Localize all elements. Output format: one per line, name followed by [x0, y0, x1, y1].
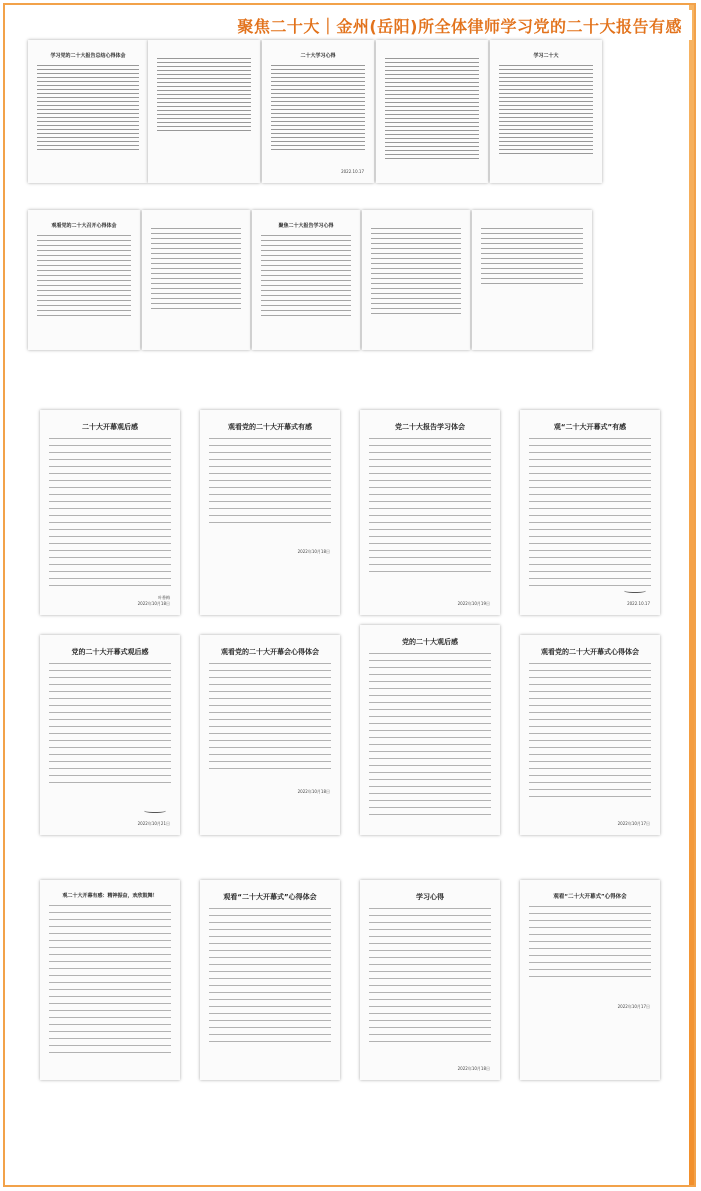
text-block — [209, 663, 331, 773]
text-block — [369, 438, 491, 573]
document-page-13 — [360, 410, 500, 615]
document-page-1 — [28, 40, 148, 183]
page-title: 二十大学习心得 — [300, 53, 336, 59]
signature-scribble — [144, 807, 166, 813]
page-title: 观看党的二十大召开心得体会 — [51, 223, 117, 229]
page-date: 2022.10.17 — [627, 601, 650, 606]
document-page-17 — [360, 625, 500, 835]
text-block — [209, 438, 331, 528]
text-block — [49, 438, 171, 588]
page-signature: 叶香梅 — [158, 595, 170, 600]
document-page-6 — [28, 210, 140, 350]
page-title: 二十大开幕观后感 — [82, 423, 138, 431]
document-page-15 — [40, 635, 180, 835]
banner — [237, 10, 692, 40]
page-title: 聚焦二十大报告学习心得 — [278, 223, 334, 229]
page-date: 2022年10月19日 — [457, 601, 490, 606]
document-page-9 — [362, 210, 470, 350]
document-page-12 — [200, 410, 340, 615]
page-title: 党的二十大开幕式观后感 — [71, 648, 149, 656]
page-title: 观看党的二十大开幕式心得体会 — [541, 648, 639, 656]
page-title: 观看“二十大开幕式”心得体会 — [223, 893, 317, 901]
document-page-21 — [360, 880, 500, 1080]
text-block — [209, 908, 331, 1048]
banner-title: 聚焦二十大｜金州(岳阳)所全体律师学习党的二十大报告有感 — [237, 16, 682, 36]
page-date: 2022年10月18日 — [457, 1066, 490, 1071]
text-block — [37, 65, 139, 152]
text-block — [369, 908, 491, 1048]
page-title: 观看“二十大开幕式”心得体会 — [553, 894, 627, 900]
page-title: 党的二十大观后感 — [402, 638, 458, 646]
text-block — [529, 438, 651, 588]
document-page-20 — [200, 880, 340, 1080]
document-page-8 — [252, 210, 360, 350]
page-date: 2022年10月21日 — [137, 821, 170, 826]
page-title: 观看党的二十大开幕会心得体会 — [221, 648, 319, 656]
document-page-18 — [520, 635, 660, 835]
document-page-4 — [376, 40, 488, 183]
page-date: 2022年10月18日 — [137, 601, 170, 606]
page-title: 观看党的二十大开幕式有感 — [228, 423, 312, 431]
document-page-5 — [490, 40, 602, 183]
text-block — [371, 228, 461, 315]
text-block — [385, 58, 479, 160]
document-page-10 — [472, 210, 592, 350]
text-block — [49, 905, 171, 1055]
document-page-16 — [200, 635, 340, 835]
document-page-19 — [40, 880, 180, 1080]
signature-scribble — [624, 587, 646, 593]
document-page-22 — [520, 880, 660, 1080]
document-page-14 — [520, 410, 660, 615]
text-block — [157, 58, 251, 134]
page-signature-date — [138, 595, 170, 607]
text-block — [481, 228, 583, 284]
page-date: 2022年10月18日 — [297, 789, 330, 794]
text-block — [37, 235, 131, 319]
text-block — [271, 65, 365, 152]
page-title: 学习党的二十大报告总结心得体会 — [50, 53, 126, 59]
page-title: 党二十大报告学习体会 — [395, 423, 465, 431]
page-title: 学习心得 — [416, 893, 444, 901]
page-date: 2022年10月18日 — [297, 549, 330, 554]
text-block — [369, 653, 491, 818]
text-block — [261, 235, 351, 319]
page-date: 2022年10月17日 — [617, 1004, 650, 1009]
text-block — [151, 228, 241, 312]
text-block — [529, 906, 651, 981]
page-date: 2022年10月17日 — [617, 821, 650, 826]
text-block — [499, 65, 593, 154]
page-date: 2022.10.17 — [341, 169, 364, 174]
text-block — [49, 663, 171, 788]
page-title: 观“二十大开幕式”有感 — [553, 423, 627, 431]
page-title: 观二十大开幕有感：精神振奋，欢欣鼓舞！ — [62, 893, 158, 899]
text-block — [529, 663, 651, 798]
page-title: 学习二十大 — [533, 53, 559, 59]
document-page-7 — [142, 210, 250, 350]
document-page-11 — [40, 410, 180, 615]
document-page-3 — [262, 40, 374, 183]
document-page-2 — [148, 40, 260, 183]
